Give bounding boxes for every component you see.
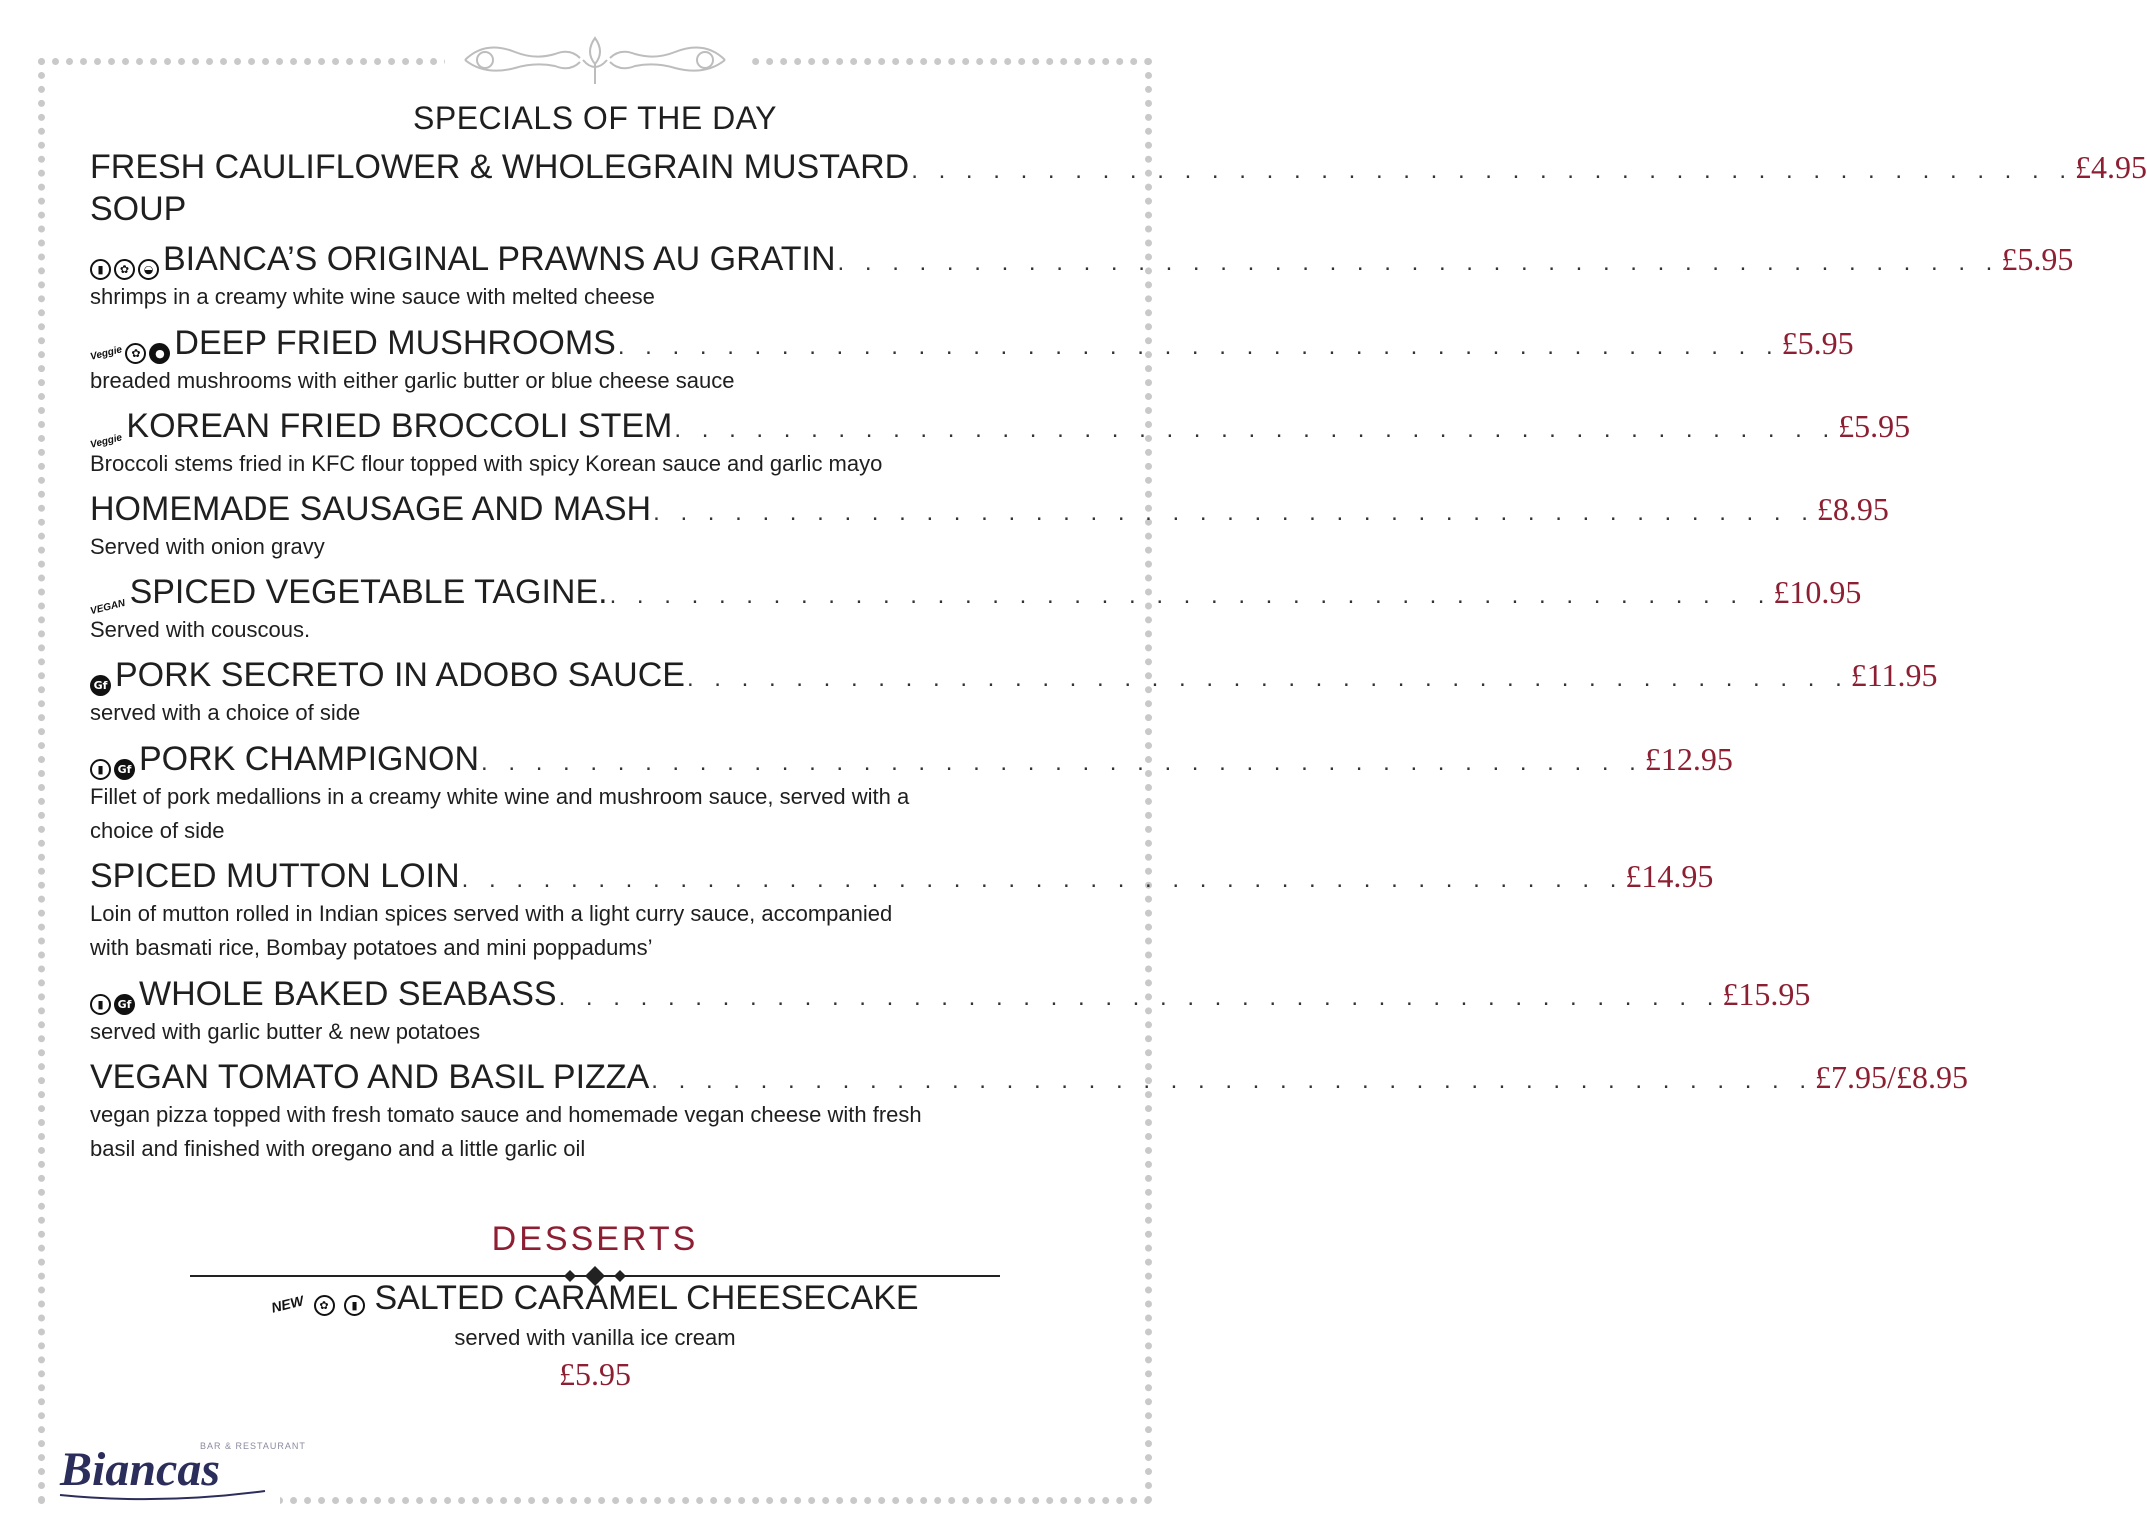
item-price: £8.95 bbox=[1816, 491, 1889, 527]
menu-item bbox=[90, 238, 2074, 314]
new-badge: NEW bbox=[269, 1292, 306, 1316]
dot-leader: . . . . . . . . . . . . . . . . . . . . . . . . . . . . . . . . . . . . . . . . . . . bbox=[651, 1067, 1814, 1094]
item-description: Broccoli stems fried in KFC flour topped with spicy Korean sauce and garlic mayo bbox=[90, 451, 883, 476]
wheat-icon: ✿ bbox=[125, 343, 146, 364]
item-price: £12.95 bbox=[1644, 741, 1733, 777]
item-name: FRESH CAULIFLOWER & WHOLEGRAIN MUSTARD bbox=[90, 148, 910, 186]
item-description-continued: choice of side bbox=[90, 818, 225, 843]
allergen-icons bbox=[90, 343, 170, 364]
item-description-continued: with basmati rice, Bombay potatoes and mini poppadums’ bbox=[90, 935, 653, 960]
ornament-flourish bbox=[445, 30, 745, 90]
allergen-icons bbox=[90, 994, 135, 1015]
dot-leader: . . . . . . . . . . . . . . . . . . . . . . . . . . . . . . . . . . . . . . . . . . . bbox=[609, 582, 1772, 609]
allergen-icons bbox=[90, 759, 135, 780]
milk-icon: ▮ bbox=[90, 994, 111, 1015]
item-price: £10.95 bbox=[1773, 574, 1862, 610]
item-name: KOREAN FRIED BROCCOLI STEM bbox=[126, 407, 673, 445]
egg-icon: ● bbox=[149, 343, 170, 364]
biancas-logo bbox=[50, 1425, 306, 1505]
item-name-continued: SOUP bbox=[90, 190, 187, 228]
item-price: £11.95 bbox=[1850, 657, 1938, 693]
allergen-icons bbox=[90, 259, 159, 280]
item-price: £4.95 bbox=[2075, 149, 2147, 185]
menu-item bbox=[90, 488, 1889, 564]
allergen-icons bbox=[90, 675, 111, 696]
allergen-icons bbox=[89, 432, 124, 451]
milk-icon: ▮ bbox=[344, 1295, 365, 1316]
item-name: WHOLE BAKED SEABASS bbox=[139, 975, 557, 1013]
item-description: Served with couscous. bbox=[90, 617, 311, 642]
milk-icon: ▮ bbox=[90, 759, 111, 780]
item-description: served with garlic butter & new potatoes bbox=[90, 1019, 481, 1044]
dot-leader: . . . . . . . . . . . . . . . . . . . . . . . . . . . . . . . . . . . . . . . . . . . bbox=[617, 333, 1780, 360]
menu-item bbox=[90, 973, 1811, 1049]
item-name: SPICED MUTTON LOIN bbox=[90, 857, 460, 895]
gluten-free-icon: Gf bbox=[114, 994, 135, 1015]
menu-item bbox=[89, 405, 1911, 481]
dot-leader: . . . . . . . . . . . . . . . . . . . . . . . . . . . . . . . . . . . . . . . . . . . bbox=[674, 416, 1837, 443]
item-description: shrimps in a creamy white wine sauce with melted cheese bbox=[90, 284, 655, 309]
dessert-name: SALTED CARAMEL CHEESECAKE bbox=[374, 1279, 919, 1317]
item-name: SPICED VEGETABLE TAGINE. bbox=[129, 573, 608, 611]
item-price: £15.95 bbox=[1722, 976, 1811, 1012]
item-description: vegan pizza topped with fresh tomato sauce and homemade vegan cheese with fresh bbox=[90, 1102, 922, 1127]
gluten-free-icon: Gf bbox=[90, 675, 111, 696]
desserts-heading: DESSERTS bbox=[491, 1220, 699, 1258]
item-name: DEEP FRIED MUSHROOMS bbox=[174, 324, 616, 362]
item-name: BIANCA’S ORIGINAL PRAWNS AU GRATIN bbox=[163, 240, 836, 278]
menu-item bbox=[90, 654, 1938, 730]
milk-icon: ▮ bbox=[90, 259, 111, 280]
item-description: Loin of mutton rolled in Indian spices served with a light curry sauce, accompanied bbox=[90, 901, 893, 926]
item-price: £5.95 bbox=[2001, 241, 2074, 277]
dot-leader: . . . . . . . . . . . . . . . . . . . . . . . . . . . . . . . . . . . . . . . . . . . bbox=[558, 984, 1721, 1011]
menu-item bbox=[90, 855, 1714, 965]
page-title: SPECIALS OF THE DAY bbox=[413, 100, 777, 136]
menu-item bbox=[90, 1056, 1968, 1166]
wheat-icon: ✿ bbox=[114, 259, 135, 280]
dot-leader: . . . . . . . . . . . . . . . . . . . . . . . . . . . . . . . . . . . . . . . . . . . bbox=[837, 249, 2000, 276]
veggie-tag: Veggie bbox=[89, 432, 124, 451]
dessert-description: served with vanilla ice cream bbox=[454, 1325, 736, 1350]
item-price: £5.95 bbox=[1781, 325, 1854, 361]
menu-item bbox=[89, 571, 1862, 647]
allergen-icons bbox=[89, 597, 127, 618]
wheat-icon: ✿ bbox=[314, 1295, 335, 1316]
item-price: £5.95 bbox=[1838, 408, 1911, 444]
gluten-free-icon: Gf bbox=[114, 759, 135, 780]
item-price: £14.95 bbox=[1625, 858, 1714, 894]
item-description: served with a choice of side bbox=[90, 700, 361, 725]
item-name: VEGAN TOMATO AND BASIL PIZZA bbox=[90, 1058, 650, 1096]
dot-leader: . . . . . . . . . . . . . . . . . . . . . . . . . . . . . . . . . . . . . . . . . . . bbox=[653, 499, 1815, 526]
dessert-price: £5.95 bbox=[559, 1356, 631, 1392]
menu-item bbox=[89, 322, 1854, 398]
item-description: Served with onion gravy bbox=[90, 534, 325, 559]
item-name: PORK SECRETO IN ADOBO SAUCE bbox=[115, 656, 685, 694]
menu-item bbox=[90, 738, 1733, 848]
vegan-tag: VEGAN bbox=[89, 597, 127, 618]
crab-icon: ◒ bbox=[138, 259, 159, 280]
item-description-continued: basil and finished with oregano and a little garlic oil bbox=[90, 1136, 586, 1161]
item-name: PORK CHAMPIGNON bbox=[139, 740, 480, 778]
dot-leader: . . . . . . . . . . . . . . . . . . . . . . . . . . . . . . . . . . . . . . . . . . . bbox=[911, 157, 2074, 184]
item-price: £7.95/£8.95 bbox=[1815, 1059, 1968, 1095]
item-description: breaded mushrooms with either garlic butter or blue cheese sauce bbox=[90, 368, 735, 393]
svg-text:BAR & RESTAURANT: BAR & RESTAURANT bbox=[200, 1441, 306, 1451]
menu-item bbox=[90, 146, 2147, 230]
dot-leader: . . . . . . . . . . . . . . . . . . . . . . . . . . . . . . . . . . . . . . . . . . . bbox=[461, 866, 1624, 893]
dessert-item bbox=[0, 1278, 1190, 1324]
dot-leader: . . . . . . . . . . . . . . . . . . . . . . . . . . . . . . . . . . . . . . . . . . . bbox=[686, 665, 1849, 692]
item-name: HOMEMADE SAUSAGE AND MASH bbox=[90, 490, 652, 528]
item-description: Fillet of pork medallions in a creamy white wine and mushroom sauce, served with a bbox=[90, 784, 910, 809]
veggie-tag: Veggie bbox=[89, 344, 124, 363]
dot-leader: . . . . . . . . . . . . . . . . . . . . . . . . . . . . . . . . . . . . . . . . . . . bbox=[481, 749, 1643, 776]
svg-text:Biancas: Biancas bbox=[60, 1443, 221, 1496]
